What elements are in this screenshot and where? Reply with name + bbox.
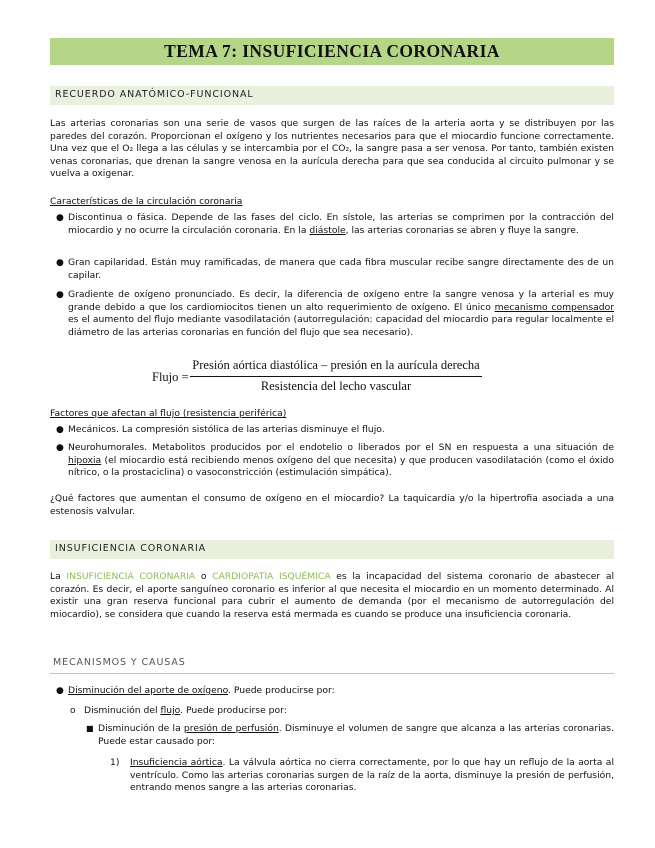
fraction-bar (190, 376, 482, 377)
characteristics-heading (50, 196, 614, 209)
intro-paragraph: Las arterias coronarias son una serie de vasos que surgen de las raíces de la arteria aorta y se distribuyen por las paredes del corazón. Proporcionan el oxígeno y los nutrientes necesarios para que el miocardio funcione correctamente. Una vez que el O₂ llega a las células y se intercambia por el CO₂, la sangre pasa a ser venosa. Por tanto, también existen venas coronarias, que drenan la sangre venosa en la aurícula derecha para que sea conducida al circuito pulmonar y se vuelva a oxigenar. (50, 118, 614, 180)
text-fragment: . Puede producirse por: (180, 705, 287, 716)
text-fragment: , las arterias coronarias se abren y fluye la sangre. (345, 224, 579, 236)
text-fragment: o (195, 571, 213, 582)
section-divider (50, 673, 614, 674)
section-header-mecanismos: MECANISMOS Y CAUSAS (53, 657, 186, 668)
list-item-discontinua (68, 212, 614, 237)
section-title: INSUFICIENCIA CORONARIA (55, 543, 207, 554)
section-title: RECUERDO ANATÓMICO-FUNCIONAL (55, 89, 254, 100)
bullet-icon: ● (56, 213, 64, 223)
underlined-term: Disminución del aporte de oxígeno (68, 685, 229, 696)
bullet-icon: ● (56, 686, 64, 696)
bullet-icon: ● (56, 443, 64, 453)
text-fragment: . Disminuye el volumen de sangre que alcanza a las arterias coronarias. Puede estar causado por: (98, 723, 614, 747)
underlined-term: diástole (309, 224, 346, 236)
question-paragraph: ¿Qué factores que aumentan el consumo de oxígeno en el miocardio? La taquicardia y/o la hipertrofia asociada a una estenosis valvular. (50, 493, 614, 517)
list-item-aporte (68, 685, 614, 698)
list-item-gradiente (68, 289, 614, 339)
highlighted-term: CARDIOPATÍA ISQUÉMICA (212, 571, 331, 582)
text-fragment: (el miocardio está recibiendo menos oxígeno del que necesita) y que producen vasodilatación (como el óxido nítrico, o la prostaciclina) o vasoconstricción (estimulación simpática). (68, 454, 614, 479)
square-bullet-icon: ■ (86, 724, 94, 733)
text-fragment: . Puede producirse por: (228, 685, 335, 696)
list-item-neurohumorales (68, 442, 614, 480)
list-item-mecanicos: Mecánicos. La compresión sistólica de las arterias disminuye el flujo. (68, 424, 385, 435)
list-item-capilaridad: Gran capilaridad. Están muy ramificadas, de manera que cada fibra muscular recibe sangre directamente des de un capilar. (68, 257, 614, 281)
list-item-presion (98, 723, 614, 748)
underlined-term: hipoxia (68, 454, 102, 466)
underlined-term: presión de perfusión (183, 723, 279, 734)
circle-bullet-icon: o (70, 706, 76, 716)
underlined-term: Insuficiencia aórtica (130, 757, 223, 768)
text-fragment: es la incapacidad del sistema coronario de abastecer al corazón. Es decir, el aporte sanguíneo coronario es inferior al que necesita el miocardio en un momento determinado. Al existir una gran reserva funcional para cubrir el aumento de demanda (por el mecanismo de autorregulación del miocardio), se considera que cuando la reserva está mermada es cuando se produce una insuficiencia coronaria. (50, 571, 614, 620)
highlighted-term: INSUFICIENCIA CORONARIA (66, 571, 196, 582)
text-fragment: Gradiente de oxígeno pronunciado. Es decir, la diferencia de oxígeno entre la sangre venosa y la arterial es muy grande debido a que los cardiomiocitos tienen un alto requerimiento de oxígeno. El único (68, 289, 614, 313)
list-number: 1) (110, 757, 120, 768)
formula-denominator: Resistencia del lecho vascular (260, 379, 412, 393)
title-banner (50, 38, 614, 65)
text-fragment: Neurohumorales. Metabolitos producidos por el endotelio o liberados por el SN en respuesta a una situación de (68, 442, 614, 453)
text-fragment: Disminución del (84, 705, 161, 716)
underlined-term: flujo (160, 705, 181, 716)
section-header-recuerdo (50, 86, 614, 105)
factors-heading (50, 408, 614, 421)
formula-lhs: Flujo = (152, 370, 189, 384)
bullet-icon: ● (56, 425, 64, 435)
text-fragment: Discontinua o fásica. Depende de las fases del ciclo. En sístole, las arterias se comprimen por la contracción del miocardio y no ocurre la circulación coronaria. En la (68, 212, 614, 236)
list-item-flujo (84, 705, 614, 718)
page-title: TEMA 7: INSUFICIENCIA CORONARIA (164, 41, 500, 61)
text-fragment: La (50, 571, 67, 582)
section-header-insuficiencia (50, 540, 614, 559)
bullet-icon: ● (56, 258, 64, 268)
underlined-term: mecanismo compensador (494, 301, 614, 313)
text-fragment: es el aumento del flujo mediante vasodilatación (autorregulación: capacidad del miocardio para regular localmente el diámetro de las arterias coronarias en función del flujo que sea necesario). (68, 314, 614, 338)
text-fragment: Disminución de la (98, 723, 184, 734)
formula-numerator: Presión aórtica diastólica – presión en la aurícula derecha (192, 358, 480, 372)
insuficiencia-paragraph (50, 571, 614, 621)
list-item-insuficiencia-aortica (130, 757, 614, 795)
text-fragment: . La válvula aórtica no cierra correctamente, por lo que hay un reflujo de la aorta al ventrículo. Como las arterias coronarias surgen de la raíz de la aorta, disminuye la presión de perfusión, entrando menos sangre a las arterias coronarias. (130, 757, 614, 794)
bullet-icon: ● (56, 290, 64, 300)
characteristics-heading-text: Características de la circulación coronaria (50, 196, 243, 207)
flow-formula (152, 358, 492, 398)
factors-heading-text: Factores que afectan al flujo (resistencia periférica) (50, 408, 287, 419)
